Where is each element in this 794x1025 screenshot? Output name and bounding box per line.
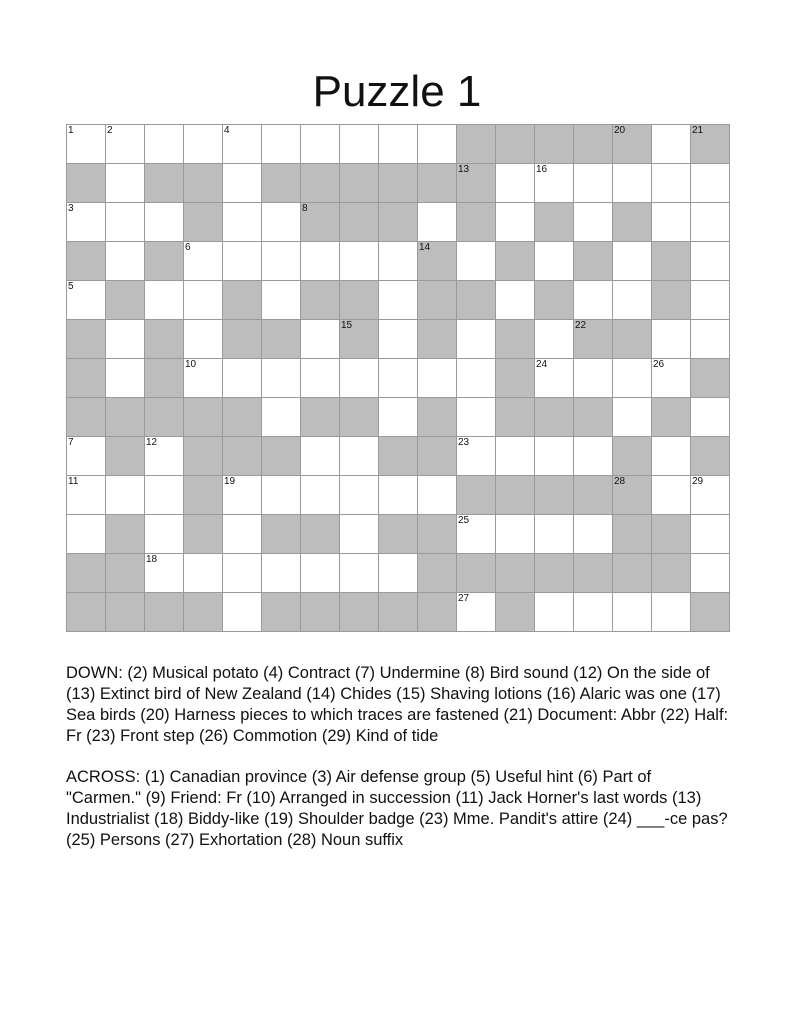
clue-number: 16 [536,164,548,175]
grid-cell[interactable] [613,359,652,398]
grid-block [496,398,535,437]
grid-cell[interactable] [262,398,301,437]
grid-cell[interactable] [301,359,340,398]
grid-cell[interactable] [223,515,262,554]
grid-block [67,320,106,359]
grid-cell[interactable] [145,125,184,164]
grid-block [574,125,613,164]
grid-block [262,164,301,203]
grid-block [262,437,301,476]
grid-cell[interactable] [145,437,184,476]
grid-block [691,437,730,476]
clue-number: 12 [146,437,158,448]
grid-block [535,203,574,242]
grid-block [496,476,535,515]
grid-block [145,242,184,281]
clue-number: 14 [419,242,431,253]
grid-block [301,203,340,242]
grid-block [457,554,496,593]
clue-number: 25 [458,515,470,526]
grid-cell[interactable] [301,437,340,476]
grid-cell[interactable] [145,281,184,320]
grid-cell[interactable] [262,203,301,242]
grid-cell[interactable] [574,359,613,398]
grid-cell[interactable] [652,125,691,164]
grid-cell[interactable] [145,476,184,515]
clue-number: 26 [653,359,665,370]
grid-block [574,398,613,437]
grid-cell[interactable] [262,242,301,281]
grid-block [535,554,574,593]
grid-block [418,320,457,359]
grid-cell[interactable] [457,320,496,359]
clue-number: 11 [68,476,79,487]
grid-cell[interactable] [223,125,262,164]
grid-cell[interactable] [574,593,613,632]
grid-block [535,476,574,515]
grid-block [496,359,535,398]
grid-cell[interactable] [574,515,613,554]
grid-cell[interactable] [652,476,691,515]
grid-block [496,593,535,632]
grid-block [613,203,652,242]
grid-cell[interactable] [379,242,418,281]
grid-block [67,164,106,203]
grid-cell[interactable] [145,515,184,554]
grid-block [535,125,574,164]
grid-cell[interactable] [184,554,223,593]
grid-block [67,593,106,632]
grid-cell[interactable] [457,515,496,554]
grid-block [262,515,301,554]
clue-number: 22 [575,320,587,331]
grid-block [418,437,457,476]
grid-block [613,476,652,515]
grid-block [340,593,379,632]
grid-cell[interactable] [535,242,574,281]
grid-block [574,554,613,593]
clue-number: 13 [458,164,470,175]
grid-block [145,164,184,203]
clue-number: 4 [224,125,230,136]
grid-cell[interactable] [535,515,574,554]
grid-cell[interactable] [379,281,418,320]
grid-block [691,359,730,398]
grid-cell[interactable] [223,359,262,398]
grid-cell[interactable] [613,164,652,203]
grid-block [418,398,457,437]
clue-number: 5 [68,281,74,292]
clue-number: 8 [302,203,308,214]
grid-cell[interactable] [691,554,730,593]
grid-block [457,281,496,320]
clue-number: 27 [458,593,470,604]
grid-cell[interactable] [67,437,106,476]
grid-cell[interactable] [418,125,457,164]
grid-cell[interactable] [340,515,379,554]
grid-cell[interactable] [145,554,184,593]
grid-block [184,437,223,476]
grid-block [613,125,652,164]
grid-cell[interactable] [574,437,613,476]
grid-cell[interactable] [496,203,535,242]
grid-block [184,476,223,515]
grid-cell[interactable] [262,281,301,320]
grid-block [379,593,418,632]
grid-block [496,554,535,593]
grid-cell[interactable] [457,437,496,476]
grid-cell[interactable] [691,320,730,359]
down-clues: DOWN: (2) Musical potato (4) Contract (7) Undermine (8) Bird sound (12) On the side of (13) Extinct bird of New Zealand (14) Chides (15) Shaving lotions (16) Alaric was one (17) Sea birds (20) Harness pieces to which traces are fastened (21) Document: Abbr (22) Half: Fr (23) Front step (26) Commotion (29) Kind of tide [66,664,729,745]
grid-cell[interactable] [496,281,535,320]
clue-number: 10 [185,359,197,370]
clue-number: 21 [692,125,704,136]
grid-block [418,242,457,281]
grid-cell[interactable] [223,164,262,203]
grid-cell[interactable] [106,242,145,281]
grid-cell[interactable] [67,515,106,554]
grid-cell[interactable] [67,203,106,242]
grid-block [106,437,145,476]
grid-cell[interactable] [340,359,379,398]
clue-number: 28 [614,476,626,487]
grid-cell[interactable] [145,203,184,242]
grid-cell[interactable] [184,125,223,164]
grid-block [574,476,613,515]
grid-cell[interactable] [262,476,301,515]
grid-cell[interactable] [574,203,613,242]
clue-number: 18 [146,554,158,565]
grid-block [535,398,574,437]
grid-cell[interactable] [223,554,262,593]
grid-cell[interactable] [691,515,730,554]
grid-block [340,320,379,359]
grid-cell[interactable] [379,320,418,359]
grid-cell[interactable] [652,320,691,359]
grid-cell[interactable] [340,554,379,593]
grid-block [67,359,106,398]
grid-block [106,593,145,632]
grid-cell[interactable] [106,164,145,203]
grid-block [301,398,340,437]
grid-block [223,398,262,437]
grid-cell[interactable] [262,359,301,398]
grid-block [184,515,223,554]
grid-cell[interactable] [340,476,379,515]
grid-block [223,437,262,476]
grid-block [457,476,496,515]
grid-cell[interactable] [691,281,730,320]
grid-block [457,125,496,164]
grid-cell[interactable] [613,398,652,437]
grid-block [184,203,223,242]
grid-cell[interactable] [301,554,340,593]
grid-block [691,593,730,632]
grid-cell[interactable] [652,437,691,476]
grid-block [145,593,184,632]
grid-block [106,281,145,320]
grid-cell[interactable] [652,164,691,203]
grid-cell[interactable] [535,359,574,398]
grid-block [379,515,418,554]
grid-cell[interactable] [457,593,496,632]
grid-cell[interactable] [691,203,730,242]
grid-cell[interactable] [67,281,106,320]
grid-block [145,398,184,437]
grid-cell[interactable] [652,203,691,242]
grid-block [691,125,730,164]
grid-block [340,281,379,320]
clue-number: 19 [224,476,236,487]
grid-block [301,515,340,554]
grid-cell[interactable] [340,242,379,281]
grid-cell[interactable] [379,359,418,398]
grid-cell[interactable] [574,281,613,320]
grid-cell[interactable] [106,359,145,398]
grid-cell[interactable] [652,593,691,632]
grid-block [67,398,106,437]
grid-cell[interactable] [223,242,262,281]
grid-block [67,554,106,593]
grid-cell[interactable] [691,476,730,515]
grid-block [418,281,457,320]
grid-block [613,437,652,476]
grid-cell[interactable] [67,476,106,515]
grid-cell[interactable] [496,515,535,554]
grid-block [457,164,496,203]
grid-block [496,320,535,359]
clue-number: 29 [692,476,704,487]
grid-cell[interactable] [379,476,418,515]
clue-number: 20 [614,125,626,136]
grid-block [418,554,457,593]
grid-block [106,398,145,437]
grid-block [652,281,691,320]
grid-cell[interactable] [379,398,418,437]
grid-cell[interactable] [574,164,613,203]
grid-cell[interactable] [418,476,457,515]
grid-block [301,281,340,320]
grid-block [418,515,457,554]
grid-cell[interactable] [652,359,691,398]
clue-number: 2 [107,125,113,136]
clue-number: 1 [68,125,74,136]
grid-cell[interactable] [67,125,106,164]
grid-block [106,515,145,554]
grid-block [613,320,652,359]
grid-block [340,203,379,242]
grid-block [652,242,691,281]
grid-cell[interactable] [457,398,496,437]
grid-cell[interactable] [340,437,379,476]
grid-cell[interactable] [340,125,379,164]
grid-cell[interactable] [223,203,262,242]
grid-block [184,593,223,632]
grid-cell[interactable] [301,476,340,515]
grid-block [496,125,535,164]
clue-number: 15 [341,320,353,331]
grid-cell[interactable] [418,203,457,242]
grid-block [652,554,691,593]
grid-block [457,203,496,242]
grid-cell[interactable] [691,164,730,203]
grid-cell[interactable] [379,125,418,164]
grid-cell[interactable] [535,437,574,476]
grid-cell[interactable] [496,164,535,203]
grid-cell[interactable] [535,164,574,203]
grid-cell[interactable] [262,554,301,593]
grid-cell[interactable] [496,437,535,476]
grid-cell[interactable] [106,125,145,164]
grid-block [145,359,184,398]
grid-cell[interactable] [184,281,223,320]
clue-number: 24 [536,359,548,370]
grid-cell[interactable] [301,242,340,281]
grid-cell[interactable] [691,242,730,281]
grid-cell[interactable] [418,359,457,398]
grid-block [418,164,457,203]
grid-cell[interactable] [301,320,340,359]
grid-cell[interactable] [457,242,496,281]
grid-block [184,398,223,437]
clue-number: 23 [458,437,470,448]
grid-cell[interactable] [301,125,340,164]
grid-block [379,203,418,242]
grid-cell[interactable] [535,320,574,359]
grid-block [496,242,535,281]
grid-block [379,437,418,476]
grid-cell[interactable] [184,320,223,359]
grid-cell[interactable] [457,359,496,398]
grid-block [145,320,184,359]
grid-block [574,320,613,359]
grid-cell[interactable] [223,476,262,515]
grid-cell[interactable] [613,593,652,632]
grid-block [67,242,106,281]
grid-cell[interactable] [106,320,145,359]
grid-cell[interactable] [379,554,418,593]
grid-block [340,164,379,203]
clue-number: 3 [68,203,74,214]
grid-cell[interactable] [613,281,652,320]
clue-number: 7 [68,437,74,448]
grid-block [574,242,613,281]
grid-block [262,593,301,632]
crossword-grid [66,124,730,632]
grid-cell[interactable] [262,125,301,164]
grid-block [535,281,574,320]
grid-block [340,398,379,437]
grid-block [418,593,457,632]
grid-block [262,320,301,359]
grid-cell[interactable] [613,242,652,281]
grid-block [301,593,340,632]
grid-block [223,320,262,359]
grid-block [301,164,340,203]
clue-number: 6 [185,242,191,253]
grid-cell[interactable] [223,593,262,632]
grid-block [613,515,652,554]
grid-block [652,398,691,437]
grid-cell[interactable] [184,242,223,281]
grid-cell[interactable] [691,398,730,437]
grid-block [106,554,145,593]
puzzle-title: Puzzle 1 [312,67,482,116]
grid-block [223,281,262,320]
grid-block [613,554,652,593]
grid-block [652,515,691,554]
across-clues: ACROSS: (1) Canadian province (3) Air defense group (5) Useful hint (6) Part of "Carmen." (9) Friend: Fr (10) Arranged in succession (11) Jack Horner's last words (13) Industrialist (18) Biddy-like (19) Shoulder badge (23) Mme. Pandit's attire (24) ___-ce pas? (25) Persons (27) Exhortation (28) Noun suffix [66,768,728,849]
grid-block [379,164,418,203]
grid-block [184,164,223,203]
grid-cell[interactable] [106,476,145,515]
grid-cell[interactable] [106,203,145,242]
grid-cell[interactable] [535,593,574,632]
grid-cell[interactable] [184,359,223,398]
